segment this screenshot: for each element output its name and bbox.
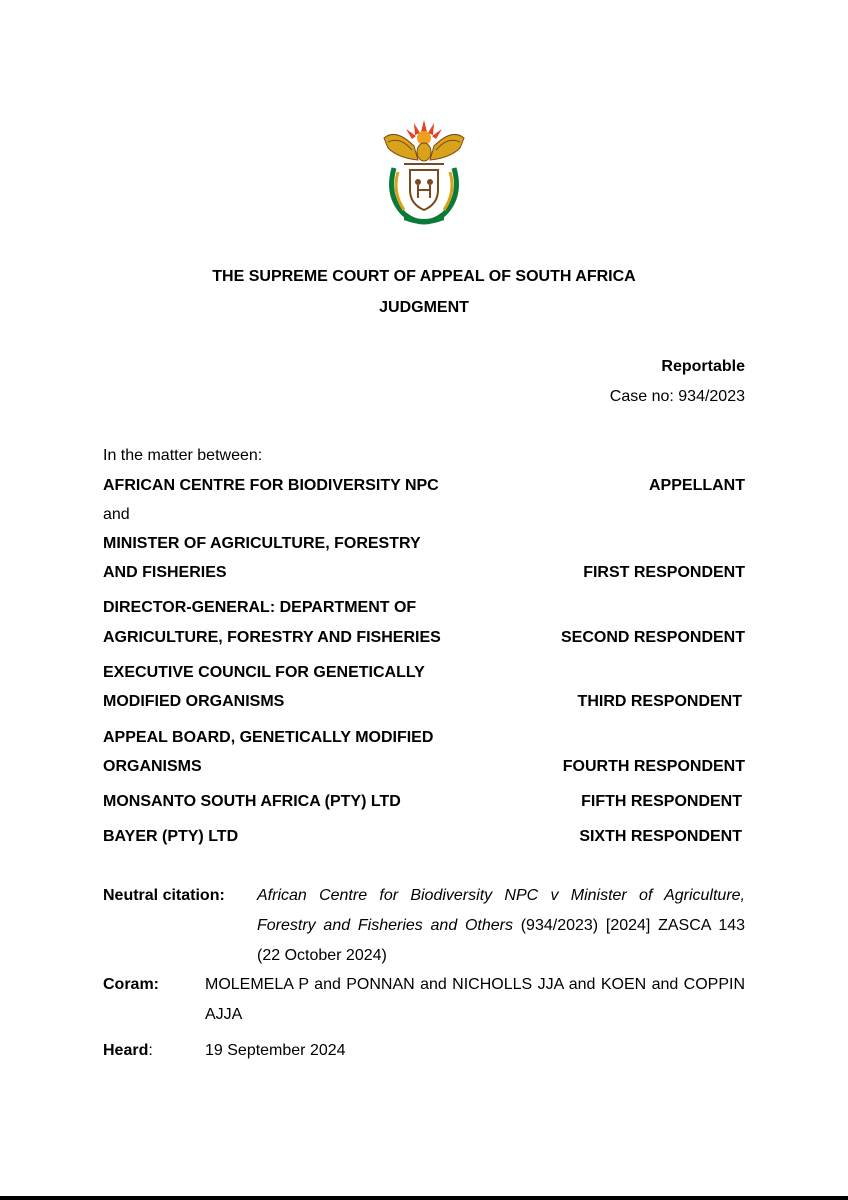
party-name: DIRECTOR-GENERAL: DEPARTMENT OF	[103, 599, 417, 616]
coram-label: Coram:	[103, 976, 160, 993]
citation-value	[257, 881, 745, 971]
party-name: BAYER (PTY) LTD	[103, 828, 239, 845]
party-role: APPELLANT	[649, 477, 745, 494]
reportable-label: Reportable	[661, 358, 745, 375]
case-number: Case no: 934/2023	[609, 388, 745, 405]
document-type: JUDGMENT	[379, 299, 469, 316]
heard-label: Heard	[103, 1042, 149, 1059]
page-bottom-border	[0, 1196, 848, 1200]
party-role: FIRST RESPONDENT	[583, 564, 745, 581]
party-name: MONSANTO SOUTH AFRICA (PTY) LTD	[103, 793, 401, 810]
citation-case-name: African Centre for Biodiversity NPC v Minister of Agriculture, Forestry and Fisheries and Others	[257, 887, 745, 934]
citation-reference: (934/2023) [2024] ZASCA 143 (22 October 2024)	[257, 917, 746, 964]
party-role: THIRD RESPONDENT	[577, 693, 742, 710]
parties-intro: In the matter between:	[103, 447, 263, 464]
party-name: AND FISHERIES	[103, 564, 227, 581]
coat-of-arms-icon	[374, 118, 474, 226]
party-name: AGRICULTURE, FORESTRY AND FISHERIES	[103, 629, 441, 646]
party-name: ORGANISMS	[103, 758, 202, 775]
parties-connector: and	[103, 506, 130, 523]
citation-label: Neutral citation:	[103, 887, 225, 904]
heard-colon: :	[148, 1042, 153, 1059]
party-name: APPEAL BOARD, GENETICALLY MODIFIED	[103, 729, 434, 746]
heard-label-wrap	[103, 1042, 153, 1060]
coram-value: MOLEMELA P and PONNAN and NICHOLLS JJA and KOEN and COPPIN AJJA	[205, 976, 745, 1023]
party-role: FIFTH RESPONDENT	[581, 793, 742, 810]
party-role: SIXTH RESPONDENT	[579, 828, 742, 845]
party-name: MODIFIED ORGANISMS	[103, 693, 285, 710]
party-name: EXECUTIVE COUNCIL FOR GENETICALLY	[103, 664, 425, 681]
party-name: MINISTER OF AGRICULTURE, FORESTRY	[103, 535, 421, 552]
party-role: SECOND RESPONDENT	[560, 629, 745, 646]
heard-value: 19 September 2024	[205, 1042, 346, 1059]
party-role: FOURTH RESPONDENT	[562, 758, 745, 775]
party-name: AFRICAN CENTRE FOR BIODIVERSITY NPC	[103, 477, 439, 494]
court-title: THE SUPREME COURT OF APPEAL OF SOUTH AFRICA	[212, 268, 636, 285]
